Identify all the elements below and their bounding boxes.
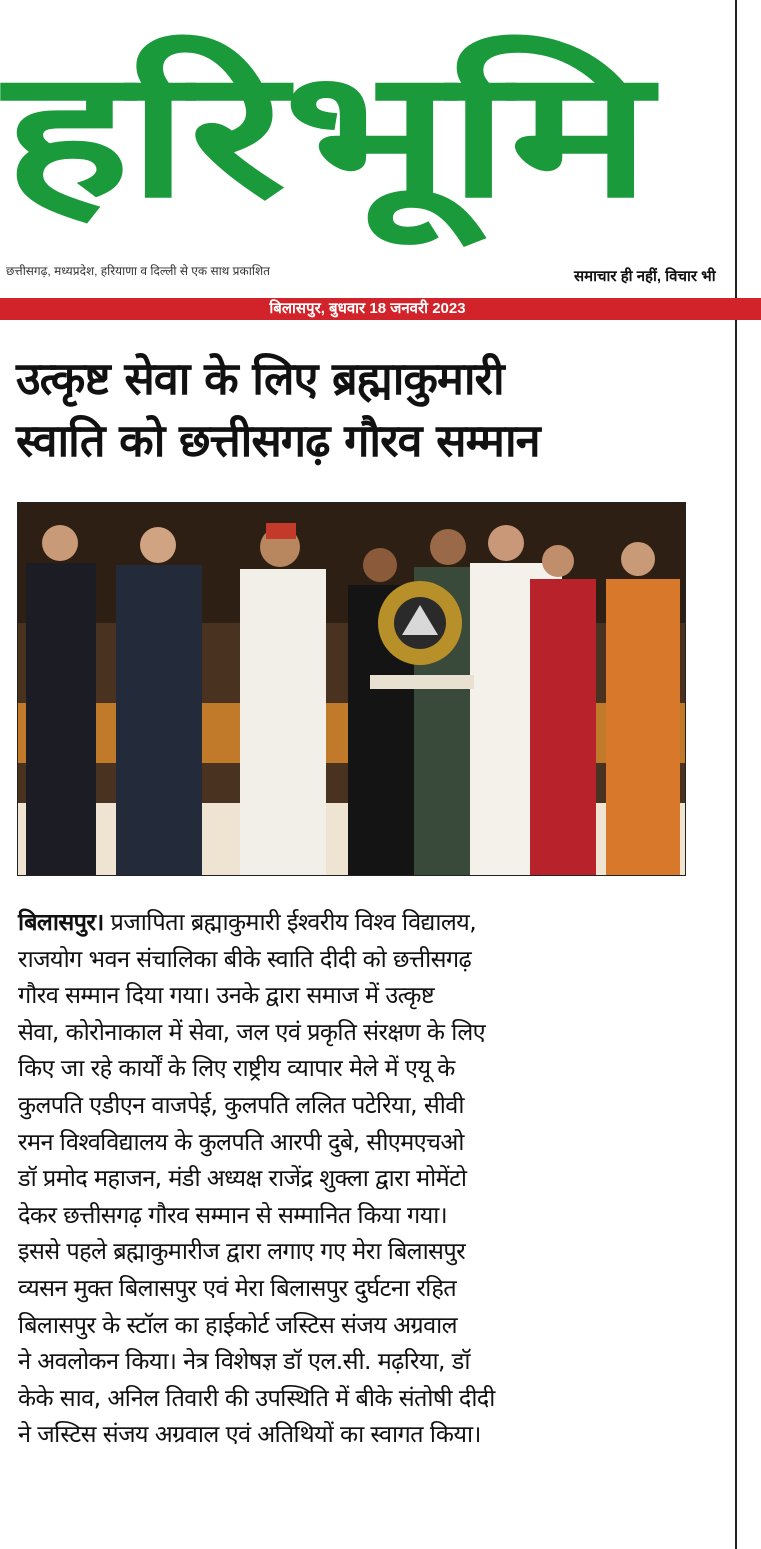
article-line: केके साव, अनिल तिवारी की उपस्थिति में बीके संतोषी दीदी [18, 1383, 495, 1412]
article-photo [17, 502, 686, 876]
article-line: किए जा रहे कार्यों के लिए राष्ट्रीय व्यापार मेले में एयू के [18, 1054, 455, 1083]
headline-line-1: उत्कृष्ट सेवा के लिए ब्रह्माकुमारी [16, 352, 504, 405]
article-line: देकर छत्तीसगढ़ गौरव सम्मान से सम्मानित किया गया। [18, 1200, 448, 1229]
article-line: डॉ प्रमोद महाजन, मंडी अध्यक्ष राजेंद्र शुक्ला द्वारा मोमेंटो [18, 1164, 467, 1193]
article-line [18, 904, 730, 941]
article-line: गौरव सम्मान दिया गया। उनके द्वारा समाज में उत्कृष्ट [18, 981, 434, 1010]
article-line: रमन विश्वविद्यालय के कुलपति आरपी दुबे, सीएमएचओ [18, 1127, 464, 1156]
article-line: सेवा, कोरोनाकाल में सेवा, जल एवं प्रकृति संरक्षण के लिए [18, 1017, 486, 1046]
article-body [18, 904, 730, 1453]
article-line: राजयोग भवन संचालिका बीके स्वाति दीदी को छत्तीसगढ़ [18, 944, 472, 973]
edition-date: बिलासपुर, बुधवार 18 जनवरी 2023 [269, 300, 466, 317]
article-line: बिलासपुर के स्टॉल का हाईकोर्ट जस्टिस संजय अग्रवाल [18, 1310, 457, 1339]
dateline: बिलासपुर। [18, 908, 104, 936]
newspaper-masthead: हरिभूमि [4, 32, 649, 237]
article-headline [16, 348, 716, 472]
article-line: ने अवलोकन किया। नेत्र विशेषज्ञ डॉ एल.सी. मढ़रिया, डॉ [18, 1347, 470, 1376]
article-line-text: प्रजापिता ब्रह्माकुमारी ईश्वरीय विश्व विद्यालय, [103, 908, 477, 936]
masthead-tagline-left: छत्तीसगढ़, मध्यप्रदेश, हरियाणा व दिल्ली से एक साथ प्रकाशित [6, 264, 270, 278]
article-line: व्यसन मुक्त बिलासपुर एवं मेरा बिलासपुर दुर्घटना रहित [18, 1273, 456, 1302]
article-line: ने जस्टिस संजय अग्रवाल एवं अतिथियों का स्वागत किया। [18, 1420, 481, 1449]
article-line: इससे पहले ब्रह्माकुमारीज द्वारा लगाए गए मेरा बिलासपुर [18, 1237, 466, 1266]
masthead-tagline-right: समाचार ही नहीं, विचार भी [574, 268, 716, 285]
article-line: कुलपति एडीएन वाजपेई, कुलपति ललित पटेरिया, सीवी [18, 1090, 464, 1119]
award-ceremony-photo [18, 503, 685, 875]
headline-line-2: स्वाति को छत्तीसगढ़ गौरव सम्मान [16, 414, 540, 467]
date-bar [0, 298, 761, 320]
